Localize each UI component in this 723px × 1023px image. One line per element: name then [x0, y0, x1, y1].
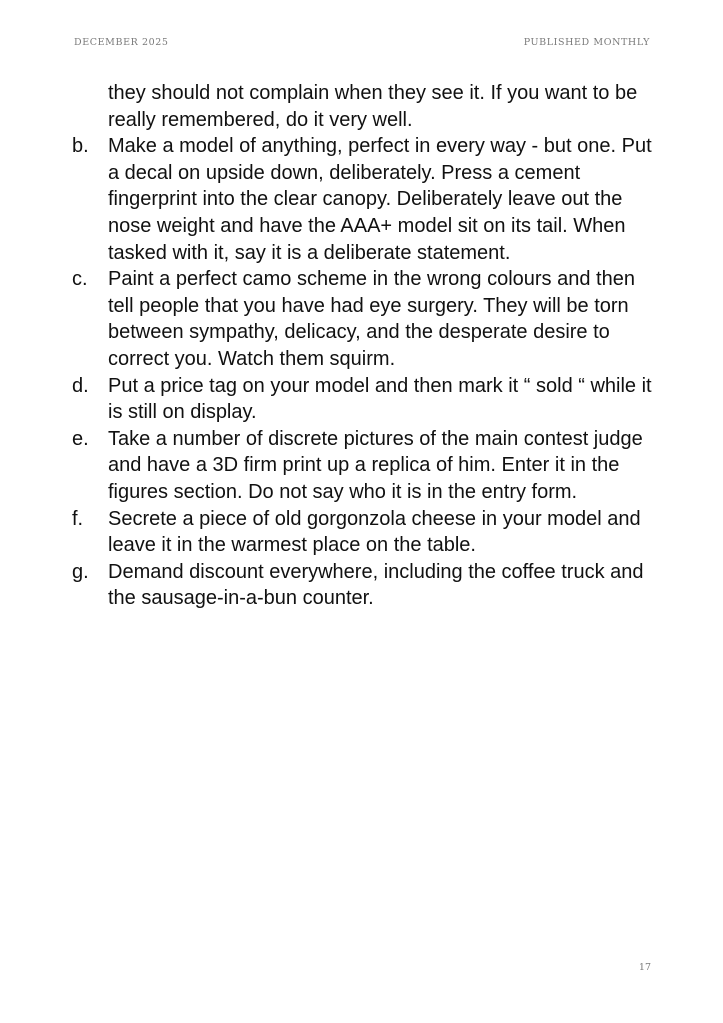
continued-paragraph: they should not complain when they see it. If you want to be really remembered, do it very well. [108, 82, 638, 131]
list-marker: c. [72, 268, 88, 291]
list-marker: g. [72, 560, 89, 583]
list-item-text: Take a number of discrete pictures of the main contest judge and have a 3D firm print up a replica of him. Enter it in the figures section. Do not say who it is in the entry form. [108, 427, 643, 503]
list-item-text: Demand discount everywhere, including the coffee truck and the sausage-in-a-bun counter. [108, 560, 644, 610]
list-item-text: Make a model of anything, perfect in every way - but one. Put a decal on upside down, deliberately. Press a cement fingerprint into the clear canopy. Deliberately leave out the nose weight and have the AAA+ model sit on its tail. When tasked with it, say it is a deliberate statement. [108, 135, 652, 264]
list-item-d [70, 373, 660, 426]
list-item-text: Put a price tag on your model and then mark it “ sold “ while it is still on display. [108, 374, 652, 424]
list-item-c [70, 266, 660, 372]
list-marker: e. [72, 427, 89, 450]
list-marker: b. [72, 135, 89, 158]
list-marker: d. [72, 374, 89, 397]
list-marker: f. [72, 507, 84, 530]
list-item-f [70, 506, 660, 559]
list-item-text: Secrete a piece of old gorgonzola cheese in your model and leave it in the warmest place on the table. [108, 507, 641, 557]
publication-frequency: PUBLISHED MONTHLY [523, 37, 650, 48]
list-item-b [70, 133, 660, 266]
article-body [70, 80, 660, 612]
issue-date: DECEMBER 2025 [74, 37, 169, 48]
running-header [74, 37, 650, 51]
list-item-e [70, 426, 660, 506]
page-number: 17 [638, 962, 651, 973]
list-item-g [70, 559, 660, 612]
list-item-text: Paint a perfect camo scheme in the wrong colours and then tell people that you have had eye surgery. They will be torn between sympathy, delicacy, and the desperate desire to correct you. Watch them squirm. [108, 268, 635, 370]
